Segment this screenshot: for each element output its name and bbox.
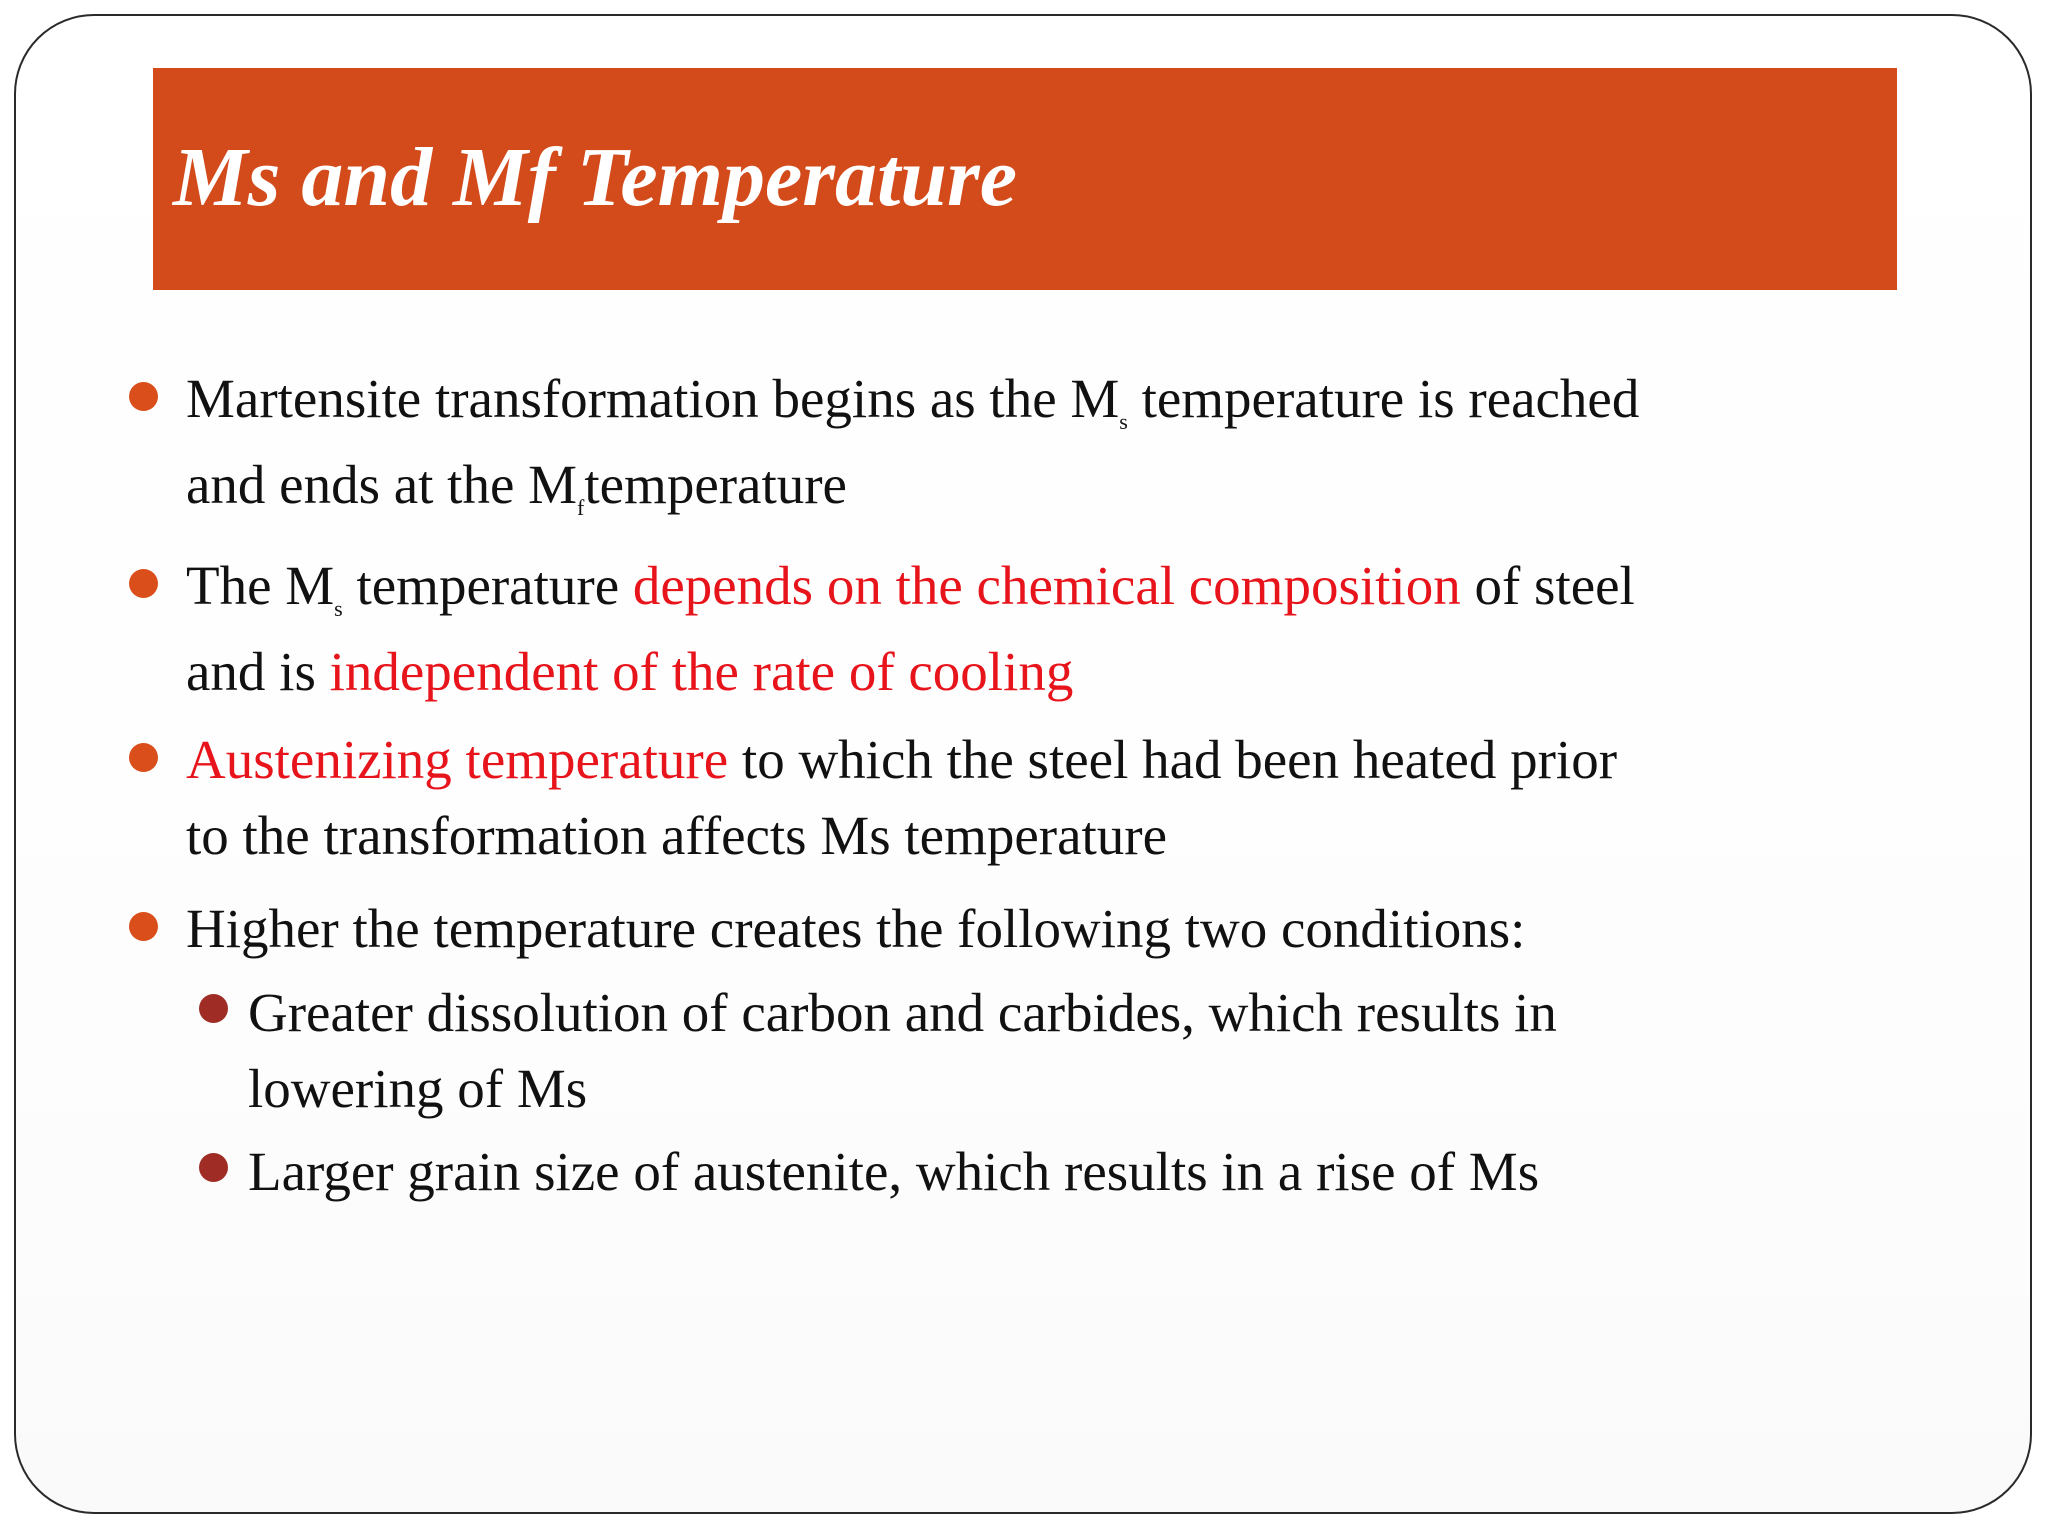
sub-bullet-dot-icon — [199, 1153, 228, 1182]
sub-bullet-dot-icon — [199, 994, 228, 1023]
bullet-4-line-1: Higher the temperature creates the following two conditions: — [186, 898, 1526, 959]
sub-bullet-1-line-1: Greater dissolution of carbon and carbides, which results in — [248, 982, 1557, 1043]
slide-title: Ms and Mf Temperature — [173, 131, 1017, 224]
bullet-4 — [186, 886, 1886, 972]
bullet-dot-icon — [129, 743, 158, 772]
bullet-1-line-2: and ends at the $M_ftemperature$ — [186, 454, 847, 520]
sub-bullet-1-line-2: lowering of Ms — [248, 1058, 588, 1119]
bullet-dot-icon — [129, 912, 158, 941]
highlight-text: depends on the chemical composition — [632, 555, 1461, 616]
bullet-3-line-1: Austenizing temperature to which the steel had been heated prior — [186, 729, 1618, 790]
bullet-3 — [186, 722, 1886, 874]
bullet-1-line-1: Martensite transformation begins as the $M_s$ temperature is reached — [186, 368, 1640, 434]
bullet-dot-icon — [129, 382, 158, 411]
title-bar — [153, 68, 1897, 290]
highlight-text: Austenizing temperature — [186, 729, 729, 790]
bullet-2 — [186, 543, 1886, 715]
sub-bullet-1 — [248, 975, 1868, 1127]
sub-bullet-2 — [248, 1134, 1868, 1210]
bullet-3-line-2: to the transformation affects Ms temperature — [186, 805, 1168, 866]
bullet-dot-icon — [129, 569, 158, 598]
bullet-1 — [186, 356, 1886, 528]
bullet-2-line-2: and is independent of the rate of cooling — [186, 641, 1074, 702]
highlight-text: independent of the rate of cooling — [329, 641, 1074, 702]
bullet-2-line-1: The $M_s$ temperature depends on the chemical composition of steel — [186, 555, 1635, 621]
sub-bullet-2-line-1: Larger grain size of austenite, which results in a rise of Ms — [248, 1141, 1540, 1202]
